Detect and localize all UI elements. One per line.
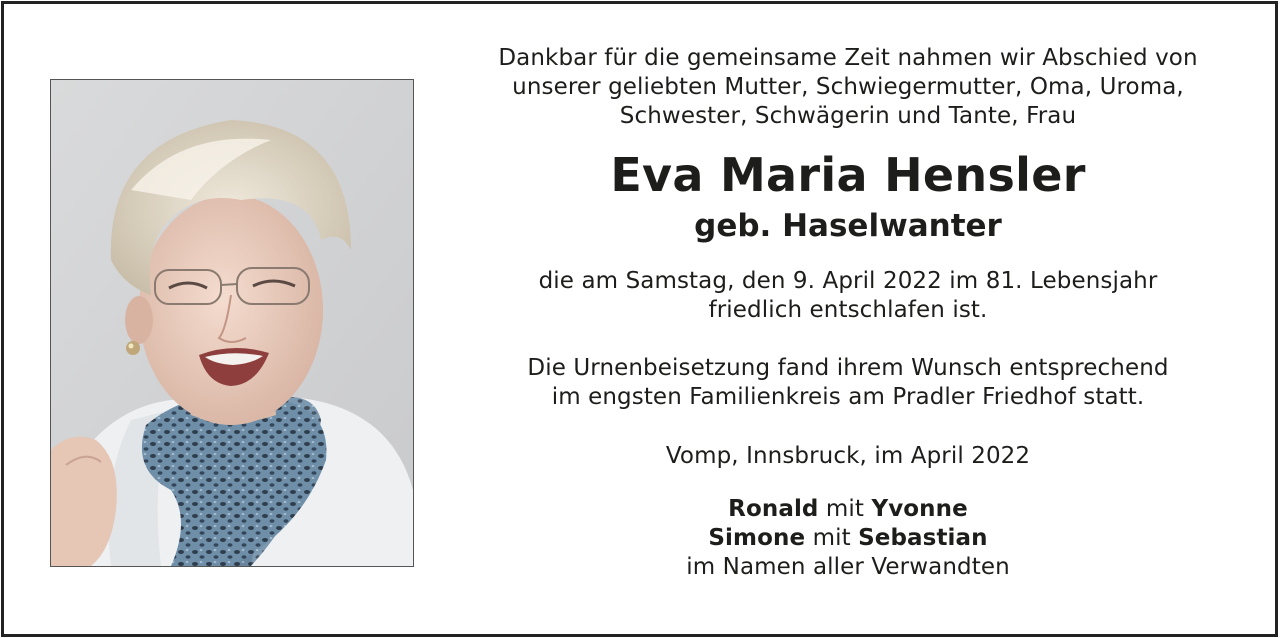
mourner-name: Ronald: [728, 496, 819, 522]
connector-text: mit: [805, 525, 859, 551]
intro-line-3: Schwester, Schwägerin und Tante, Frau: [619, 103, 1077, 129]
mourner-name: Simone: [708, 525, 806, 551]
burial-info: [452, 354, 1244, 412]
place-date: [452, 442, 1244, 471]
notice-frame: [1, 1, 1278, 637]
intro-line-1: Dankbar für die gemeinsame Zeit nahmen wir Abschied von: [498, 45, 1198, 71]
mourners: [452, 495, 1244, 582]
death-line-1: die am Samstag, den 9. April 2022 im 81. Lebensjahr: [538, 268, 1158, 294]
place-date-text: Vomp, Innsbruck, im April 2022: [665, 443, 1031, 469]
maiden-name: geb. Haselwanter: [694, 208, 1002, 244]
closing-line: im Namen aller Verwandten: [686, 554, 1010, 580]
mourner-name: Sebastian: [858, 525, 988, 551]
burial-line-1: Die Urnenbeisetzung fand ihrem Wunsch entsprechend: [527, 355, 1169, 381]
burial-line-2: im engsten Familienkreis am Pradler Friedhof statt.: [551, 384, 1145, 410]
connector-text: mit: [818, 496, 872, 522]
intro-line-2: unserer geliebten Mutter, Schwiegermutter, Oma, Uroma,: [512, 74, 1184, 100]
death-line-2: friedlich entschlafen ist.: [708, 297, 988, 323]
mourner-name: Yvonne: [871, 496, 968, 522]
mourner-row-1: [452, 495, 1244, 524]
deceased-name: Eva Maria Hensler: [610, 148, 1086, 202]
death-info: [452, 267, 1244, 325]
mourner-row-2: [452, 524, 1244, 553]
portrait-photo: [50, 79, 414, 567]
notice-text: [452, 44, 1244, 582]
